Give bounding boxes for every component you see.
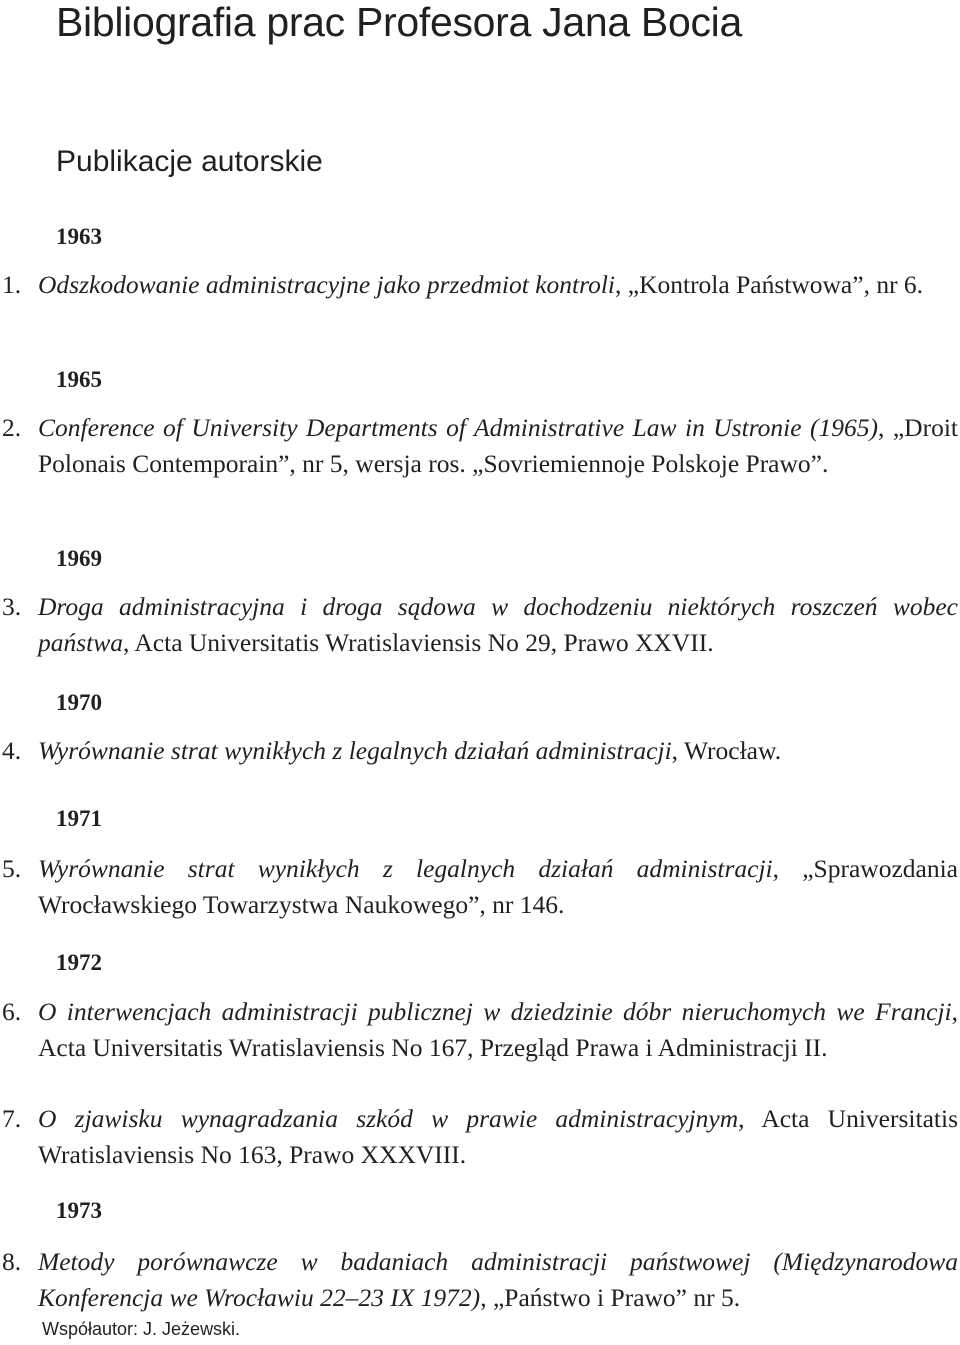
- entry-title: Metody porównawcze w badaniach administracji państwowej (Międzynarodowa Konferencja we Wrocławiu 22–23 IX 1972): [38, 1247, 958, 1312]
- entry-text: [38, 1244, 958, 1316]
- year-heading-1969: 1969: [56, 546, 102, 571]
- entry-number: 4.: [2, 736, 22, 765]
- bibliography-entry-1: [0, 267, 958, 303]
- page-title: Bibliografia prac Profesora Jana Bocia: [56, 0, 742, 45]
- entry-source: , „Droit Polonais Contemporain”, nr 5, wersja ros. „Sovriemiennoje Polskoje Prawo”.: [38, 413, 959, 478]
- bibliography-entry-5: [0, 851, 958, 923]
- entry-title: Wyrównanie strat wynikłych z legalnych działań administracji: [38, 854, 773, 883]
- entry-title: Conference of University Departments of Administrative Law in Ustronie (1965): [38, 413, 879, 442]
- entry-title: Wyrównanie strat wynikłych z legalnych działań administracji: [38, 736, 672, 765]
- bibliography-entry-2: [0, 410, 958, 482]
- entry-title: Droga administracyjna i droga sądowa w dochodzeniu niektórych roszczeń wobec państwa: [38, 592, 958, 657]
- entry-number: 5.: [2, 854, 22, 883]
- year-heading-1970: 1970: [56, 690, 102, 715]
- year-heading-1973: 1973: [56, 1198, 102, 1223]
- entry-text: [38, 267, 958, 303]
- entry-source: , „Kontrola Państwowa”, nr 6.: [615, 270, 924, 299]
- entry-source: , Acta Universitatis Wratislaviensis No 163, Prawo XXXVIII.: [38, 1104, 959, 1169]
- entry-number: 8.: [2, 1247, 22, 1276]
- entry-title: O zjawisku wynagradzania szkód w prawie administracyjnym: [38, 1104, 739, 1133]
- bibliography-entry-8: [0, 1244, 958, 1316]
- bibliography-entry-7: [0, 1101, 958, 1173]
- entry-number: 2.: [2, 413, 22, 442]
- entry-text: [38, 1101, 958, 1173]
- entry-text: [38, 851, 958, 923]
- entry-source: , Wrocław.: [671, 736, 782, 765]
- entry-source: , „Państwo i Prawo” nr 5.: [480, 1283, 741, 1312]
- section-title: Publikacje autorskie: [56, 145, 323, 178]
- entry-title: O interwencjach administracji publicznej w dziedzinie dóbr nieruchomych we Francji: [38, 997, 952, 1026]
- entry-text: [38, 994, 958, 1066]
- entry-source: , Acta Universitatis Wratislaviensis No 167, Przegląd Prawa i Administracji II.: [38, 997, 958, 1062]
- year-heading-1971: 1971: [56, 806, 102, 831]
- entry-text: [38, 410, 958, 482]
- entry-text: [38, 733, 958, 769]
- entry-number: 1.: [2, 270, 22, 299]
- entry-source: , Acta Universitatis Wratislaviensis No 29, Prawo XXVII.: [123, 628, 714, 657]
- year-heading-1965: 1965: [56, 367, 102, 392]
- entry-text: [38, 589, 958, 661]
- bibliography-entry-3: [0, 589, 958, 661]
- coauthor-note: Współautor: J. Jeżewski.: [42, 1319, 241, 1339]
- entry-number: 6.: [2, 997, 22, 1026]
- entry-title: Odszkodowanie administracyjne jako przedmiot kontroli: [38, 270, 615, 299]
- entry-number: 3.: [2, 592, 22, 621]
- year-heading-1963: 1963: [56, 224, 102, 249]
- bibliography-entry-4: [0, 733, 958, 769]
- year-heading-1972: 1972: [56, 950, 102, 975]
- entry-source: , „Sprawozdania Wrocławskiego Towarzystwa Naukowego”, nr 146.: [38, 854, 959, 919]
- entry-number: 7.: [2, 1104, 22, 1133]
- bibliography-entry-6: [0, 994, 958, 1066]
